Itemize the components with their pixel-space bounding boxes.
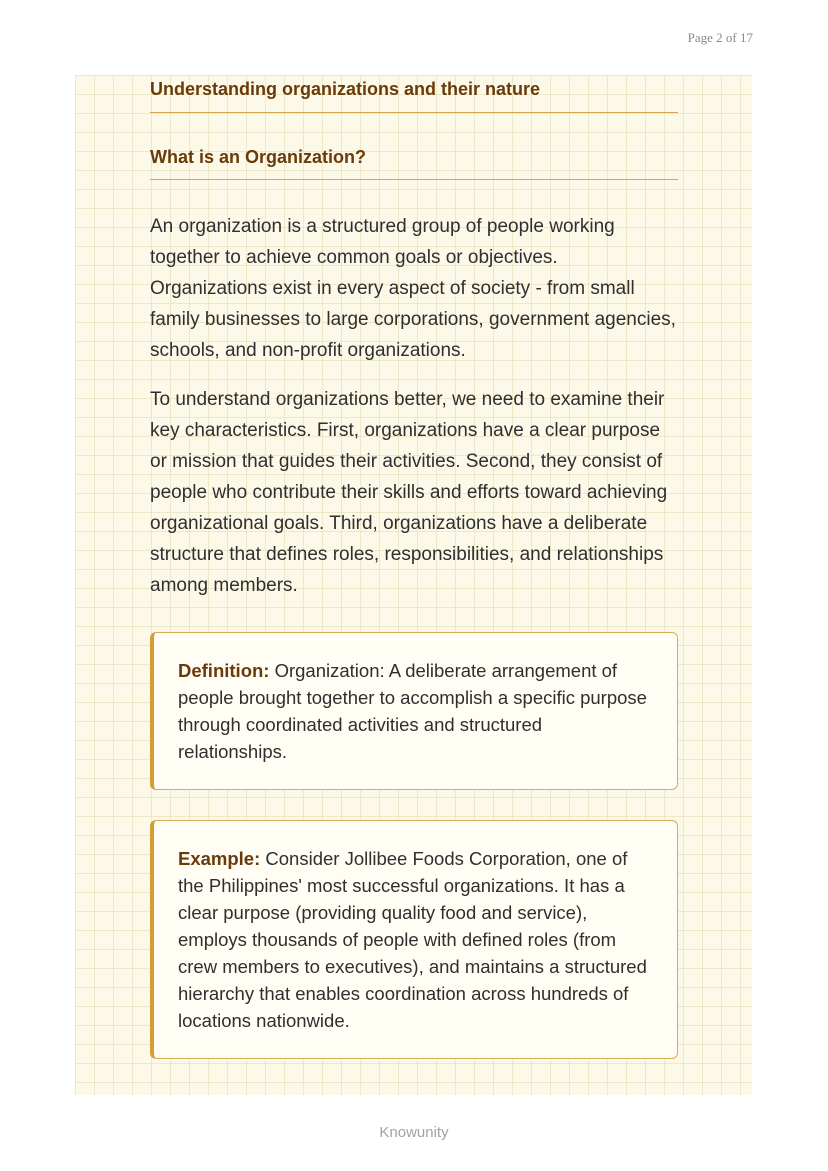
definition-box (150, 632, 678, 790)
example-box (150, 820, 678, 1059)
definition-text: Organization: A deliberate arrangement of people brought together to accomplish a specific purpose through coordinated activities and structured relationships. (178, 660, 647, 762)
section-title: Understanding organizations and their nature (150, 75, 678, 113)
example-text: Consider Jollibee Foods Corporation, one of the Philippines' most successful organizations. It has a clear purpose (providing quality food and service), employs thousands of people with defined roles (from crew members to executives), and maintains a structured hierarchy that enables coordination across hundreds of locations nationwide. (178, 848, 647, 1031)
notebook-sheet (75, 75, 752, 1095)
subsection-title: What is an Organization? (150, 146, 678, 180)
main-content (150, 75, 678, 601)
definition-label: Definition: (178, 660, 275, 681)
paragraph-intro: An organization is a structured group of people working together to achieve common goals or objectives. Organizations exist in every aspect of society - from small family businesses to large corporations, government agencies, schools, and non-profit organizations. (150, 216, 676, 361)
paragraph-characteristics: To understand organizations better, we need to examine their key characteristics. First, organizations have a clear purpose or mission that guides their activities. Second, they consist of people who contribute their skills and efforts toward achieving organizational goals. Third, organizations have a deliberate structure that defines roles, responsibilities, and relationships among members. (150, 389, 668, 596)
page-number: Page 2 of 17 (687, 30, 753, 45)
footer-brand: Knowunity (379, 1124, 449, 1141)
example-label: Example: (178, 848, 266, 869)
